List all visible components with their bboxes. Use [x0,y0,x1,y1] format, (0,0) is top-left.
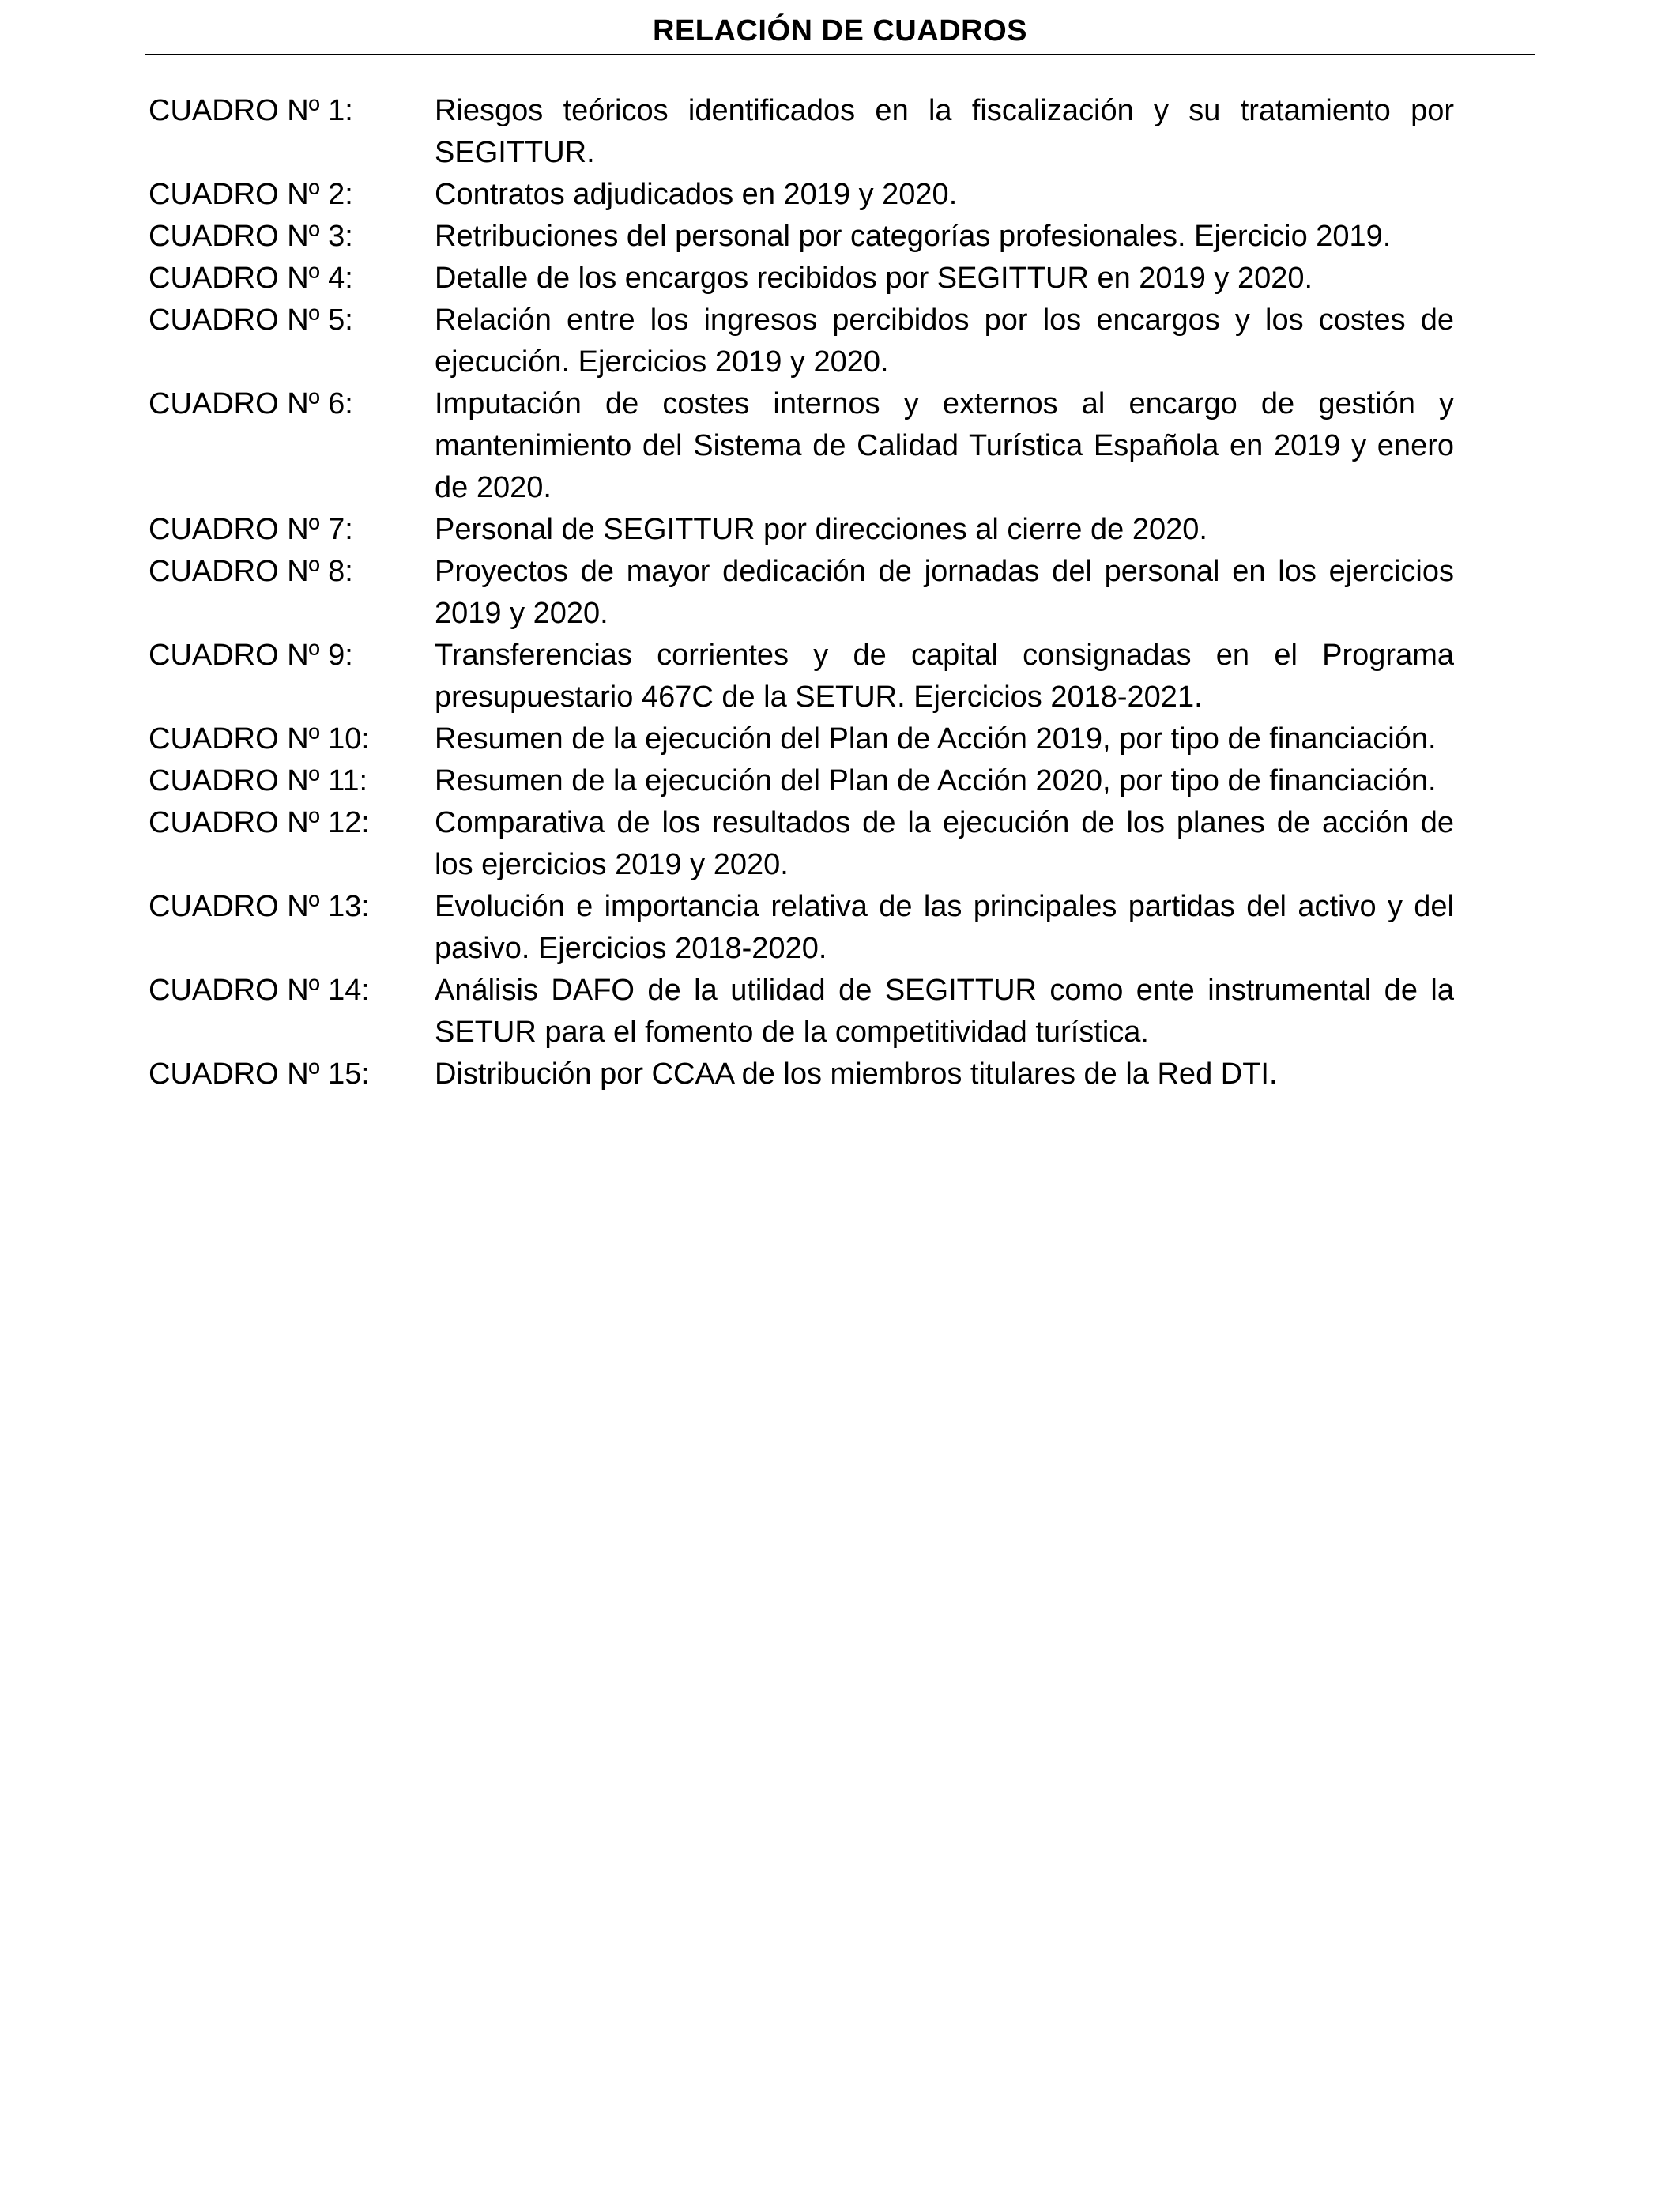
list-item [149,760,1454,802]
list-item-label: CUADRO Nº 3: [149,220,353,253]
list-item-label: CUADRO Nº 4: [149,262,353,295]
list-item-text: Distribución por CCAA de los miembros titulares de la Red DTI. [435,1057,1278,1091]
list-item-label: CUADRO Nº 7: [149,513,353,546]
list-item-text: Relación entre los ingresos percibidos por los encargos y los costes de ejecución. Ejercicios 2019 y 2020. [435,303,1454,379]
list-item [149,802,1454,886]
list-item [149,383,1454,509]
list-item-label: CUADRO Nº 10: [149,722,370,756]
list-item-label: CUADRO Nº 2: [149,178,353,211]
list-item-label: CUADRO Nº 5: [149,303,353,337]
table-list [149,90,1454,1095]
list-item [149,635,1454,718]
list-item-label: CUADRO Nº 13: [149,890,370,923]
list-item-label: CUADRO Nº 12: [149,806,370,839]
list-item-label: CUADRO Nº 8: [149,555,353,588]
list-item-text: Resumen de la ejecución del Plan de Acción 2020, por tipo de financiación. [435,764,1437,797]
list-item [149,174,1454,216]
list-item [149,718,1454,760]
list-item [149,509,1454,551]
list-item [149,886,1454,970]
list-item-label: CUADRO Nº 6: [149,387,353,420]
list-item [149,551,1454,635]
list-item-text: Imputación de costes internos y externos al encargo de gestión y mantenimiento del Sistema de Calidad Turística Española en 2019 y enero de 2020. [435,387,1454,504]
list-item-text: Proyectos de mayor dedicación de jornadas del personal en los ejercicios 2019 y 2020. [435,555,1454,630]
list-item-text: Retribuciones del personal por categorías profesionales. Ejercicio 2019. [435,220,1392,253]
list-item-label: CUADRO Nº 1: [149,94,353,127]
title-divider [145,54,1535,55]
list-item-label: CUADRO Nº 9: [149,639,353,672]
list-item [149,216,1454,258]
list-item [149,300,1454,383]
list-item-text: Riesgos teóricos identificados en la fiscalización y su tratamiento por SEGITTUR. [435,94,1454,169]
list-item-label: CUADRO Nº 14: [149,974,370,1007]
list-item [149,90,1454,174]
list-item-text: Transferencias corrientes y de capital consignadas en el Programa presupuestario 467C de la SETUR. Ejercicios 2018-2021. [435,639,1454,714]
list-item-text: Resumen de la ejecución del Plan de Acción 2019, por tipo de financiación. [435,722,1437,756]
list-item-text: Evolución e importancia relativa de las principales partidas del activo y del pasivo. Ejercicios 2018-2020. [435,890,1454,965]
list-item-label: CUADRO Nº 15: [149,1057,370,1091]
page-title: RELACIÓN DE CUADROS [653,14,1027,47]
list-item-text: Comparativa de los resultados de la ejecución de los planes de acción de los ejercicios 2019 y 2020. [435,806,1454,881]
list-item-text: Personal de SEGITTUR por direcciones al cierre de 2020. [435,513,1207,546]
list-item [149,1054,1454,1095]
list-item [149,970,1454,1054]
list-item-text: Detalle de los encargos recibidos por SEGITTUR en 2019 y 2020. [435,262,1313,295]
list-item-text: Contratos adjudicados en 2019 y 2020. [435,178,958,211]
list-item [149,258,1454,300]
list-item-label: CUADRO Nº 11: [149,764,368,797]
list-item-text: Análisis DAFO de la utilidad de SEGITTUR como ente instrumental de la SETUR para el fomento de la competitividad turística. [435,974,1454,1049]
